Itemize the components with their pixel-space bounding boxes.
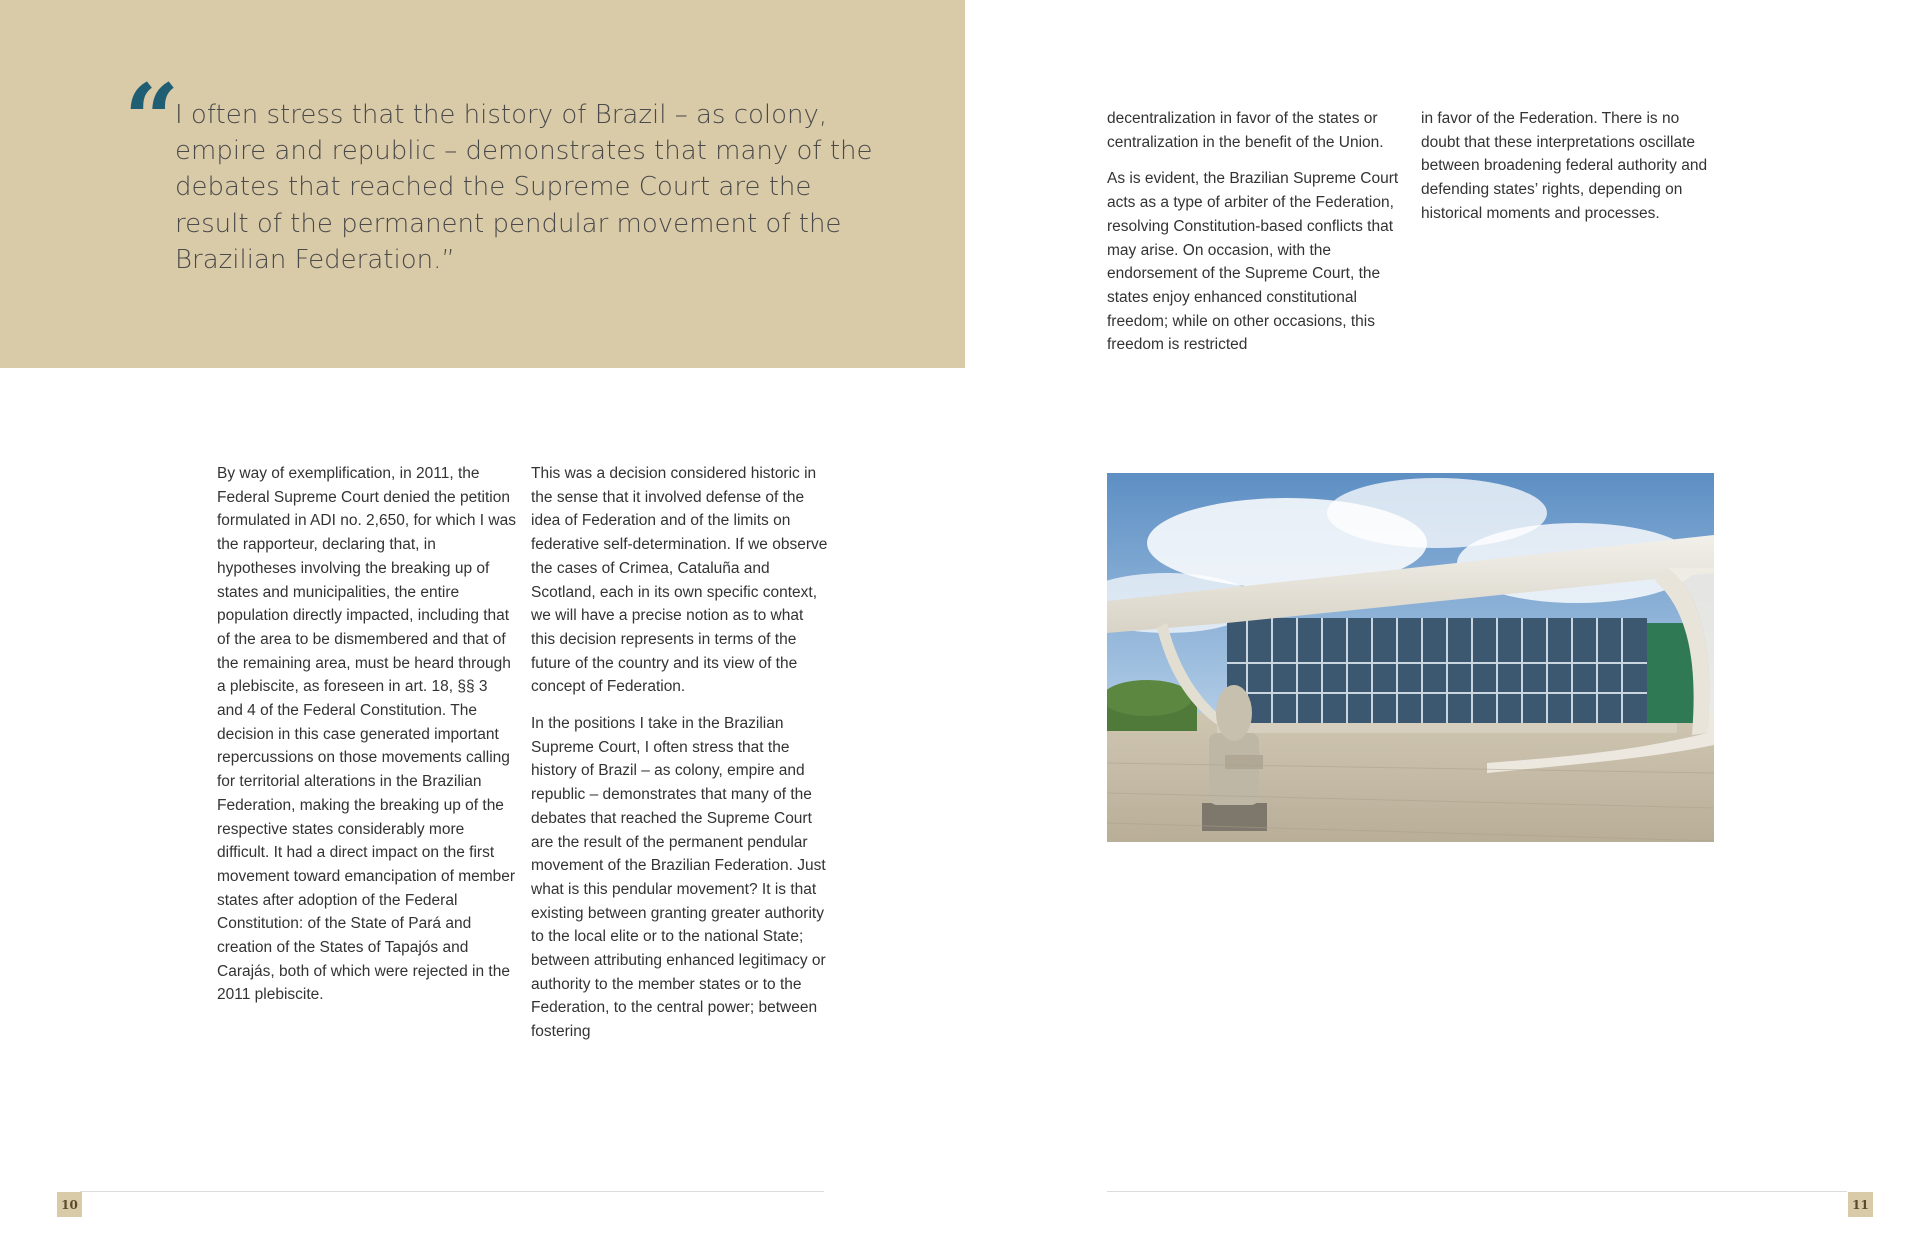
paragraph: By way of exemplification, in 2011, the Federal Supreme Court denied the petition formulated in ADI no. 2,650, for which I was the rapporteur, declaring that, in hypotheses involving the breaking up of states and municipalities, the entire population directly impacted, including that of the area to be dismembered and that of the remaining area, must be heard through a plebiscite, as foreseen in art. 18, §§ 3 and 4 of the Federal Constitution. The decision in this case generated important repercussions on those movements calling for territorial alterations in the Brazilian Federation, making the breaking up of the respective states considerably more difficult. It had a direct impact on the first movement toward emancipation of member states after adoption of the Federal Constitution: of the State of Pará and creation of the States of Tapajós and Carajás, both of which were rejected in the 2011 plebiscite. (217, 465, 516, 1004)
paragraph: decentralization in favor of the states or centralization in the benefit of the Union. (1107, 110, 1384, 151)
left-body-column-2 (531, 462, 831, 1057)
quote-mark-icon: “ (124, 63, 180, 176)
paragraph: This was a decision considered historic in the sense that it involved defense of the idea of Federation and of the limits on federative self-determination. If we observe the cases of Crimea, Cataluña and Scotland, each in its own specific context, we will have a precise notion as to what this decision represents in terms of the future of the country and its view of the concept of Federation. (531, 465, 828, 696)
paragraph: As is evident, the Brazilian Supreme Court acts as a type of arbiter of the Federation, resolving Constitution-based conflicts that may arise. On occasion, with the endorsement of the Supreme Court, the states enjoy enhanced constitutional freedom; while on other occasions, this freedom is restricted (1107, 170, 1399, 354)
pull-quote-text: I often stress that the history of Brazil – as colony, empire and republic – demonstrates that many of the debates that reached the Supreme Court are the result of the permanent pendular movement of the Brazilian Federation.” (175, 100, 873, 275)
page-number-right: 11 (1848, 1192, 1873, 1217)
footer-rule-right (1107, 1191, 1847, 1192)
left-body-column-1 (217, 462, 517, 1020)
pull-quote-panel (0, 0, 965, 368)
paragraph: in favor of the Federation. There is no doubt that these interpretations oscillate between broadening federal authority and defending states’ rights, depending on historical moments and processes. (1421, 110, 1708, 222)
page-number-left: 10 (57, 1192, 82, 1217)
right-top-column-1 (1107, 107, 1407, 370)
right-top-column-2 (1421, 107, 1721, 239)
supreme-court-photo (1107, 473, 1714, 842)
footer-rule-left (80, 1191, 824, 1192)
paragraph: In the positions I take in the Brazilian Supreme Court, I often stress that the history of Brazil – as colony, empire and republic – demonstrates that many of the debates that reached the Supreme Court are the result of the permanent pendular movement of the Brazilian Federation. Just what is this pendular movement? It is that existing between granting greater authority to the local elite or to the national State; between attributing enhanced legitimacy or authority to the member states or to the Federation, to the central power; between fostering (531, 715, 826, 1041)
